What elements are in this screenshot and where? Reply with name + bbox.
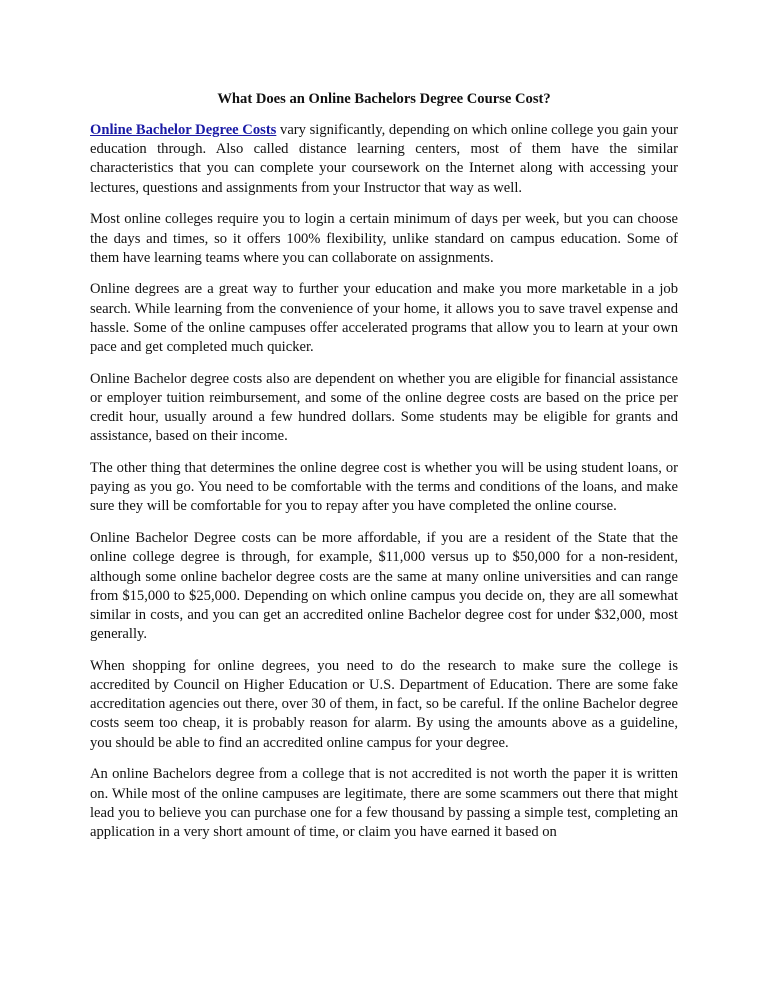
paragraph-benefits: Online degrees are a great way to further your education and make you more marketable in a job search. While learning from the convenience of your home, it allows you to save travel expense and hassle. Some of the online campuses offer accelerated programs that allow you to learn at your own pace and get completed much quicker. xyxy=(90,281,678,356)
paragraph-scams: An online Bachelors degree from a college that is not accredited is not worth the paper it is written on. While most of the online campuses are legitimate, there are some scammers out there that might lead you to believe you can purchase one for a few thousand by passing a simple test, completing an application in a very short amount of time, or claim you have earned it based on xyxy=(90,766,678,840)
paragraph-financial-assistance: Online Bachelor degree costs also are dependent on whether you are eligible for financial assistance or employer tuition reimbursement, and some of the online degree costs are based on the price per credit hour, usually around a few hundred dollars. Some students may be eligible for grants and assistance, based on their income. xyxy=(90,370,678,445)
paragraph-student-loans: The other thing that determines the online degree cost is whether you will be using student loans, or paying as you go. You need to be comfortable with the terms and conditions of the loans, and make sure they will be comfortable for you to repay after you have completed the online course. xyxy=(90,460,678,515)
paragraph-flexibility: Most online colleges require you to login a certain minimum of days per week, but you can choose the days and times, so it offers 100% flexibility, unlike standard on campus education. Some of them have learning teams where you can collaborate on assignments. xyxy=(90,211,678,266)
paragraph-costs: Online Bachelor Degree costs can be more affordable, if you are a resident of the State that the online college degree is through, for example, $11,000 versus up to $50,000 for a non-resident, although some online bachelor degree costs are the same at many online universities and can range from $15,000 to $25,000. Depending on which online campus you decide on, they are all somewhat similar in costs, and you can get an accredited online Bachelor degree cost for under $32,000, most generally. xyxy=(90,530,678,643)
paragraph-intro xyxy=(90,121,678,198)
online-bachelor-degree-costs-link[interactable]: Online Bachelor Degree Costs xyxy=(90,122,277,138)
paragraph-accreditation: When shopping for online degrees, you need to do the research to make sure the college is accredited by Council on Higher Education or U.S. Department of Education. There are some fake accreditation agencies out there, over 30 of them, in fact, so be careful. If the online Bachelor degree costs seem too cheap, it is probably reason for alarm. By using the amounts above as a guideline, you should be able to find an accredited online campus for your degree. xyxy=(90,657,678,751)
document-page xyxy=(90,90,678,855)
paragraph-intro-text: vary significantly, depending on which online college you gain your education through. Also called distance learning centers, most of them have the similar characteristics that you can complete your coursework on the Internet along with accessing your lectures, questions and assignments from your Instructor that way as well. xyxy=(90,122,678,196)
document-title: What Does an Online Bachelors Degree Course Cost? xyxy=(217,91,551,107)
